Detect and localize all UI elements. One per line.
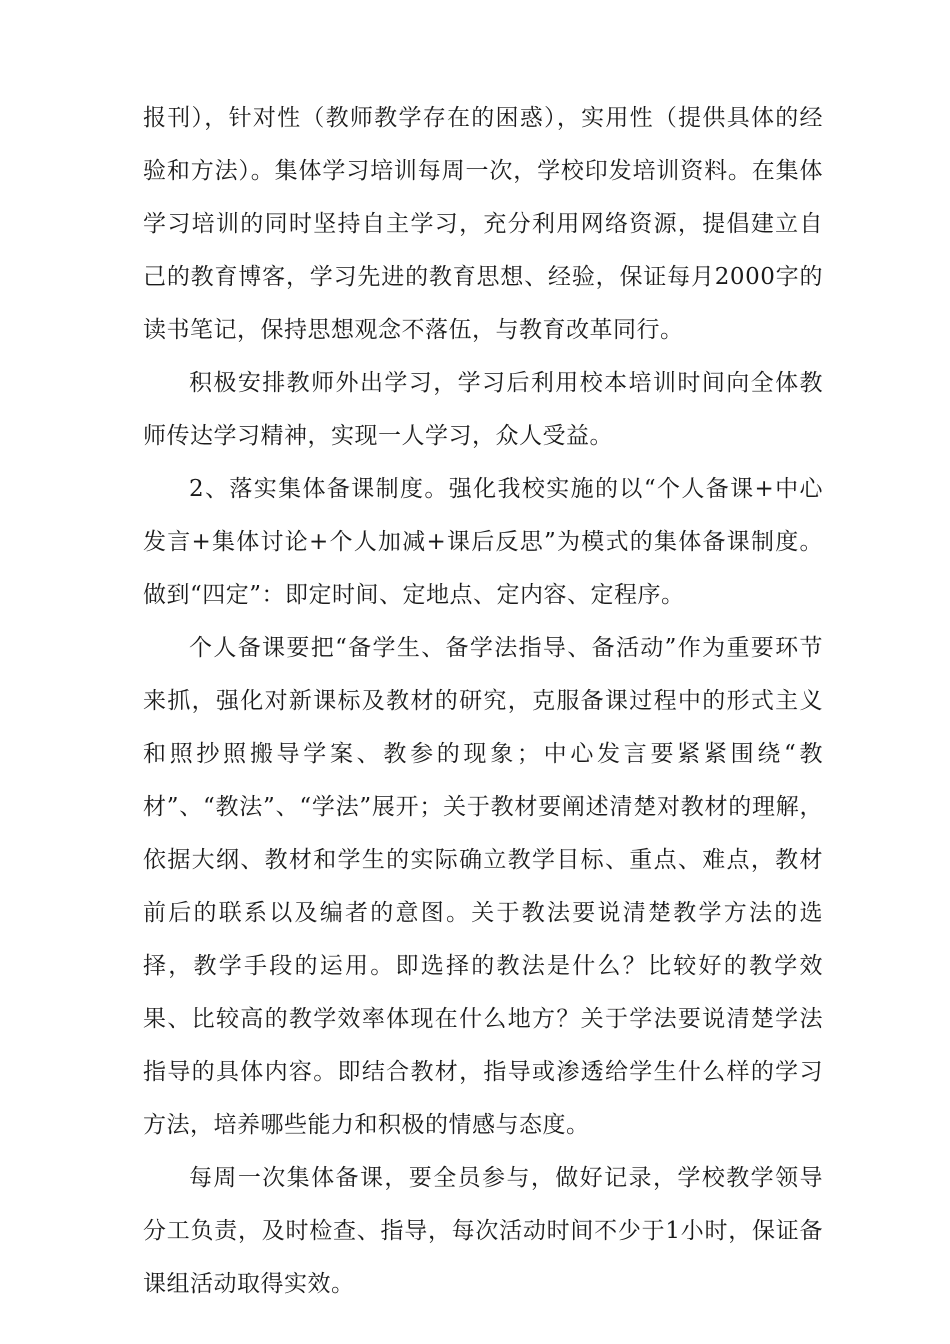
paragraph-weekly-prep: 每周一次集体备课，要全员参与，做好记录，学校教学领导分工负责，及时检查、指导，每次活动时间不少于1小时，保证备课组活动取得实效。 — [143, 1165, 823, 1297]
paragraph-external-study: 积极安排教师外出学习，学习后利用校本培训时间向全体教师传达学习精神，实现一人学习，众人受益。 — [143, 370, 823, 449]
paragraph-training-continuation: 报刊），针对性（教师教学存在的困惑），实用性（提供具体的经验和方法）。集体学习培训每周一次，学校印发培训资料。在集体学习培训的同时坚持自主学习，充分利用网络资源，提倡建立自己的教育博客，学习先进的教育思想、经验，保证每月2000字的读书笔记，保持思想观念不落伍，与教育改革同行。 — [143, 105, 823, 343]
paragraph-individual-prep: 个人备课要把“备学生、备学法指导、备活动”作为重要环节来抓，强化对新课标及教材的研究，克服备课过程中的形式主义和照抄照搬导学案、教参的现象；中心发言要紧紧围绕“教材”、“教法”、“学法”展开；关于教材要阐述清楚对教材的理解，依据大纲、教材和学生的实际确立教学目标、重点、难点，教材前后的联系以及编者的意图。关于教法要说清楚教学方法的选择，教学手段的运用。即选择的教法是什么？比较好的教学效果、比较高的教学效率体现在什么地方？关于学法要说清楚学法指导的具体内容。即结合教材，指导或渗透给学生什么样的学习方法，培养哪些能力和积极的情感与态度。 — [143, 635, 823, 1138]
paragraph-collective-lesson-prep: 2、落实集体备课制度。强化我校实施的以“个人备课+中心发言+集体讨论+个人加减+课后反思”为模式的集体备课制度。做到“四定”：即定时间、定地点、定内容、定程序。 — [143, 476, 823, 608]
document-page — [143, 92, 823, 1311]
